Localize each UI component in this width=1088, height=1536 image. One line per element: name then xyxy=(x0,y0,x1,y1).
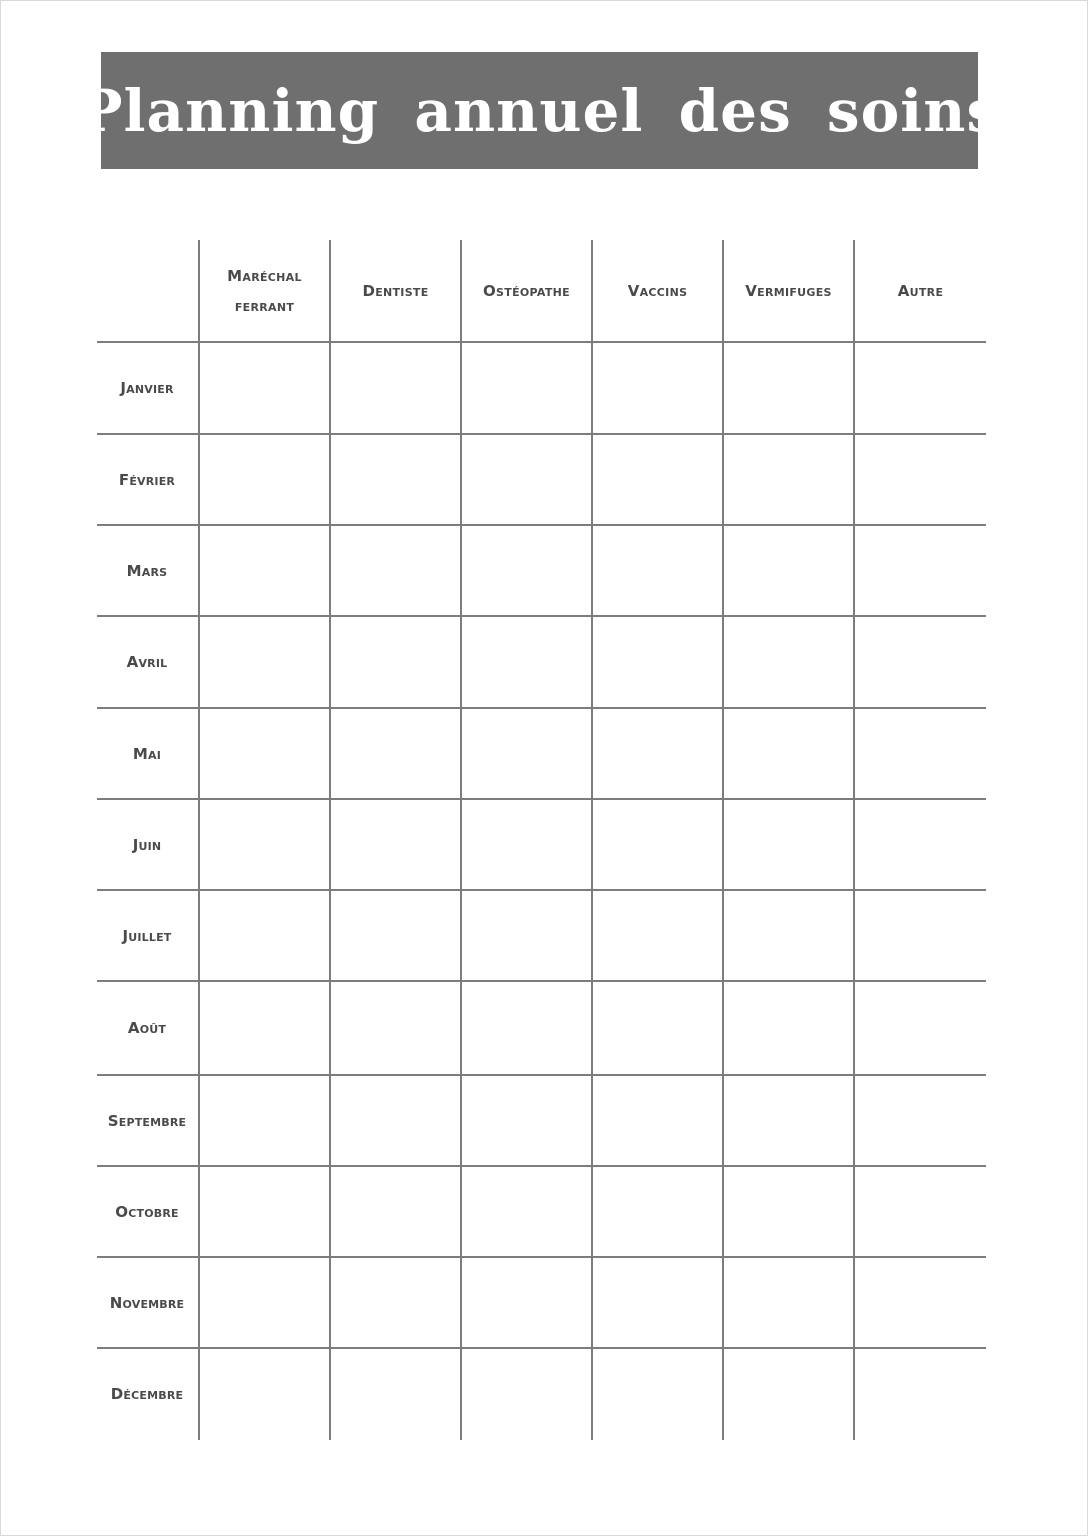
table-cell[interactable] xyxy=(724,709,853,798)
row-label-mars: Mars xyxy=(126,561,168,580)
table-cell[interactable] xyxy=(462,526,591,615)
table-cell[interactable] xyxy=(855,800,984,889)
row-label-juillet: Juillet xyxy=(122,926,172,945)
row-label-aout: Août xyxy=(127,1019,167,1037)
table-cell[interactable] xyxy=(593,1076,722,1165)
table-cell[interactable] xyxy=(331,526,460,615)
table-cell[interactable] xyxy=(200,1076,329,1165)
column-header-autre: Autre xyxy=(897,282,944,300)
table-cell[interactable] xyxy=(593,1349,722,1436)
table-cell[interactable] xyxy=(462,709,591,798)
table-cell[interactable] xyxy=(462,982,591,1074)
table-cell[interactable] xyxy=(331,1167,460,1256)
table-cell[interactable] xyxy=(855,891,984,980)
table-cell[interactable] xyxy=(855,1167,984,1256)
table-cell[interactable] xyxy=(331,1349,460,1436)
row-label-novembre: Novembre xyxy=(109,1293,185,1312)
table-cell[interactable] xyxy=(331,617,460,707)
table-cell[interactable] xyxy=(200,1349,329,1436)
table-cell[interactable] xyxy=(200,526,329,615)
table-cell[interactable] xyxy=(724,1076,853,1165)
table-cell[interactable] xyxy=(855,343,984,433)
row-label-septembre: Septembre xyxy=(107,1111,187,1130)
table-cell[interactable] xyxy=(855,709,984,798)
table-cell[interactable] xyxy=(593,800,722,889)
row-label-decembre: Décembre xyxy=(110,1384,184,1403)
table-cell[interactable] xyxy=(593,891,722,980)
table-cell[interactable] xyxy=(200,891,329,980)
table-cell[interactable] xyxy=(855,526,984,615)
table-cell[interactable] xyxy=(331,343,460,433)
table-cell[interactable] xyxy=(331,1258,460,1347)
table-cell[interactable] xyxy=(593,435,722,524)
table-cell[interactable] xyxy=(200,800,329,889)
table-cell[interactable] xyxy=(200,617,329,707)
row-label-mai: Mai xyxy=(132,744,162,763)
table-cell[interactable] xyxy=(200,435,329,524)
column-header-dentiste: Dentiste xyxy=(362,282,429,300)
table-cell[interactable] xyxy=(331,891,460,980)
table-cell[interactable] xyxy=(462,617,591,707)
table-cell[interactable] xyxy=(462,1349,591,1436)
column-header-vaccins: Vaccins xyxy=(627,282,688,300)
table-cell[interactable] xyxy=(724,343,853,433)
table-cell[interactable] xyxy=(593,343,722,433)
table-cell[interactable] xyxy=(462,1258,591,1347)
table-cell[interactable] xyxy=(855,617,984,707)
row-label-juin: Juin xyxy=(132,835,162,854)
table-cell[interactable] xyxy=(462,800,591,889)
table-cell[interactable] xyxy=(855,982,984,1074)
table-cell[interactable] xyxy=(593,1167,722,1256)
table-cell[interactable] xyxy=(593,1258,722,1347)
page-title: Planning annuel des soins xyxy=(78,76,1001,145)
table-cell[interactable] xyxy=(200,1167,329,1256)
table-cell[interactable] xyxy=(724,526,853,615)
table-cell[interactable] xyxy=(724,1167,853,1256)
table-cell[interactable] xyxy=(724,982,853,1074)
table-cell[interactable] xyxy=(855,1349,984,1436)
column-header-vermifuges: Vermifuges xyxy=(745,282,832,300)
table-cell[interactable] xyxy=(855,1258,984,1347)
table-cell[interactable] xyxy=(331,800,460,889)
column-header-marechal-ferrant: Maréchal ferrant xyxy=(227,267,302,315)
table-cell[interactable] xyxy=(593,526,722,615)
table-cell[interactable] xyxy=(462,1167,591,1256)
table-cell[interactable] xyxy=(724,617,853,707)
table-cell[interactable] xyxy=(593,982,722,1074)
table-cell[interactable] xyxy=(200,1258,329,1347)
table-cell[interactable] xyxy=(331,982,460,1074)
table-cell[interactable] xyxy=(331,435,460,524)
table-cell[interactable] xyxy=(724,891,853,980)
row-label-octobre: Octobre xyxy=(115,1202,179,1221)
table-cell[interactable] xyxy=(724,1349,853,1436)
table-cell[interactable] xyxy=(462,891,591,980)
table-cell[interactable] xyxy=(331,1076,460,1165)
row-label-fevrier: Février xyxy=(118,470,176,489)
table-cell[interactable] xyxy=(593,617,722,707)
table-cell[interactable] xyxy=(724,800,853,889)
table-cell[interactable] xyxy=(462,343,591,433)
table-cell[interactable] xyxy=(331,709,460,798)
row-label-janvier: Janvier xyxy=(120,379,174,397)
table-cell[interactable] xyxy=(462,1076,591,1165)
column-header-osteopathe: Ostéopathe xyxy=(483,282,570,300)
table-cell[interactable] xyxy=(724,435,853,524)
table-cell[interactable] xyxy=(724,1258,853,1347)
title-banner xyxy=(78,52,1001,169)
table-cell[interactable] xyxy=(200,982,329,1074)
table-cell[interactable] xyxy=(200,709,329,798)
table-cell[interactable] xyxy=(855,435,984,524)
table-cell[interactable] xyxy=(462,435,591,524)
table-cell[interactable] xyxy=(593,709,722,798)
table-cell[interactable] xyxy=(200,343,329,433)
table-cell[interactable] xyxy=(855,1076,984,1165)
row-label-avril: Avril xyxy=(126,653,168,671)
